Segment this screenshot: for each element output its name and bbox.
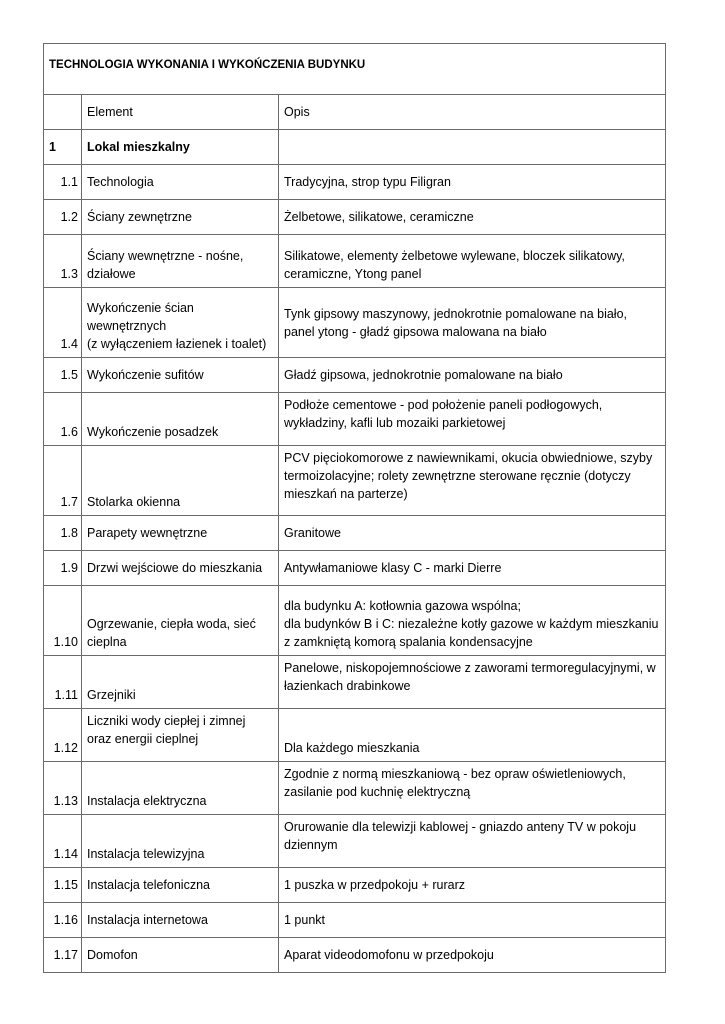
table-row [44,516,666,551]
row-element: Drzwi wejściowe do mieszkania [82,551,279,586]
row-desc: Tradycyjna, strop typu Filigran [279,165,666,200]
row-desc: dla budynku A: kotłownia gazowa wspólna; dla budynków B i C: niezależne kotły gazowe w każdym mieszkaniu z zamkniętą komorą spalania kondensacyjne [279,586,666,656]
row-desc: 1 punkt [279,903,666,938]
row-element: Technologia [82,165,279,200]
section-num: 1 [44,130,82,165]
row-num: 1.10 [44,586,82,656]
table-row [44,551,666,586]
row-element: Instalacja telewizyjna [82,815,279,868]
header-num [44,95,82,130]
row-desc: Panelowe, niskopojemnościowe z zaworami termoregulacyjnymi, w łazienkach drabinkowe [279,656,666,709]
table-row [44,762,666,815]
header-row [44,95,666,130]
header-element: Element [82,95,279,130]
row-num: 1.2 [44,200,82,235]
row-desc: Gładź gipsowa, jednokrotnie pomalowane na biało [279,358,666,393]
table-row [44,446,666,516]
row-element: Ściany zewnętrzne [82,200,279,235]
row-num: 1.7 [44,446,82,516]
table-row [44,656,666,709]
header-opis: Opis [279,95,666,130]
table-row [44,200,666,235]
row-desc: Zgodnie z normą mieszkaniową - bez opraw oświetleniowych, zasilanie pod kuchnię elektryczną [279,762,666,815]
section-desc [279,130,666,165]
row-num: 1.8 [44,516,82,551]
row-num: 1.17 [44,938,82,973]
row-desc: Silikatowe, elementy żelbetowe wylewane, bloczek silikatowy, ceramiczne, Ytong panel [279,235,666,288]
row-desc: Tynk gipsowy maszynowy, jednokrotnie pomalowane na biało, panel ytong - gładź gipsowa malowana na biało [279,288,666,358]
title-row [44,44,666,95]
row-num: 1.16 [44,903,82,938]
row-num: 1.4 [44,288,82,358]
row-num: 1.11 [44,656,82,709]
table-row [44,815,666,868]
section-row [44,130,666,165]
row-desc: Dla każdego mieszkania [279,709,666,762]
row-element: Instalacja elektryczna [82,762,279,815]
row-element: Liczniki wody ciepłej i zimnej oraz energii cieplnej [82,709,279,762]
row-num: 1.6 [44,393,82,446]
row-element: Wykończenie ścian wewnętrznych (z wyłączeniem łazienek i toalet) [82,288,279,358]
row-desc: Podłoże cementowe - pod położenie paneli podłogowych, wykładziny, kafli lub mozaiki parkietowej [279,393,666,446]
table-row [44,165,666,200]
table-title: TECHNOLOGIA WYKONANIA I WYKOŃCZENIA BUDYNKU [44,44,666,95]
table-row [44,903,666,938]
row-desc: Żelbetowe, silikatowe, ceramiczne [279,200,666,235]
row-element: Instalacja telefoniczna [82,868,279,903]
section-label: Lokal mieszkalny [82,130,279,165]
row-num: 1.9 [44,551,82,586]
row-num: 1.14 [44,815,82,868]
row-element: Grzejniki [82,656,279,709]
row-element: Parapety wewnętrzne [82,516,279,551]
row-desc: Aparat videodomofonu w przedpokoju [279,938,666,973]
table-row [44,938,666,973]
table-row [44,358,666,393]
row-desc: 1 puszka w przedpokoju + rurarz [279,868,666,903]
row-element: Instalacja internetowa [82,903,279,938]
row-num: 1.13 [44,762,82,815]
row-num: 1.1 [44,165,82,200]
row-num: 1.3 [44,235,82,288]
row-element: Ściany wewnętrzne - nośne, działowe [82,235,279,288]
specification-table [43,43,666,973]
row-element: Wykończenie posadzek [82,393,279,446]
row-num: 1.12 [44,709,82,762]
table-row [44,586,666,656]
row-element: Ogrzewanie, ciepła woda, sieć cieplna [82,586,279,656]
table-row [44,235,666,288]
table-row [44,709,666,762]
table-row [44,393,666,446]
row-desc: PCV pięciokomorowe z nawiewnikami, okucia obwiedniowe, szyby termoizolacyjne; rolety zewnętrzne sterowane ręcznie (dotyczy mieszkań na parterze) [279,446,666,516]
row-num: 1.15 [44,868,82,903]
row-desc: Antywłamaniowe klasy C - marki Dierre [279,551,666,586]
table-row [44,868,666,903]
row-element: Stolarka okienna [82,446,279,516]
row-desc: Granitowe [279,516,666,551]
row-num: 1.5 [44,358,82,393]
row-element: Domofon [82,938,279,973]
table-row [44,288,666,358]
row-desc: Orurowanie dla telewizji kablowej - gniazdo anteny TV w pokoju dziennym [279,815,666,868]
row-element: Wykończenie sufitów [82,358,279,393]
